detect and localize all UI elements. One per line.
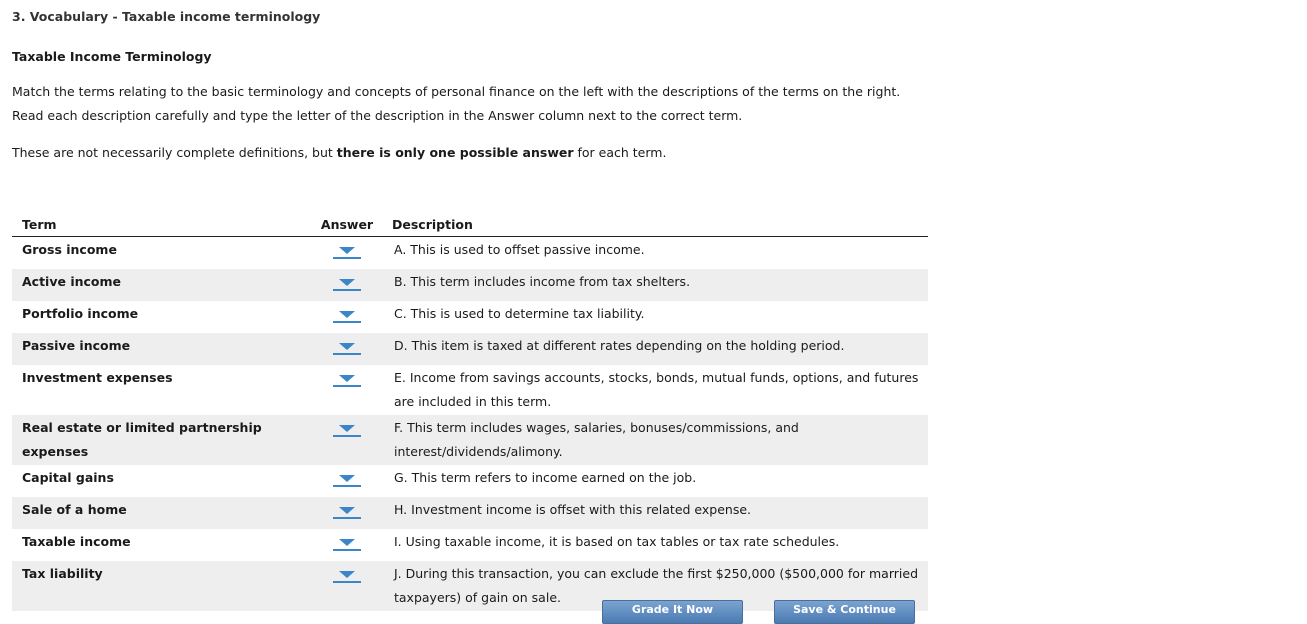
answer-dropdown[interactable]: [332, 566, 362, 584]
term-column-header: Term: [12, 212, 312, 237]
description-cell: I. Using taxable income, it is based on tax tables or tax rate schedules.: [394, 534, 840, 549]
chevron-down-icon: [339, 343, 355, 350]
term-cell: Real estate or limited partnership expenses: [12, 415, 312, 465]
table-row: [12, 415, 928, 465]
answer-dropdown[interactable]: [332, 274, 362, 292]
answer-dropdown[interactable]: [332, 502, 362, 520]
term-cell: Taxable income: [22, 534, 131, 549]
answer-column-header: Answer: [312, 212, 382, 237]
description-cell: E. Income from savings accounts, stocks, bonds, mutual funds, options, and futures are included in this term.: [394, 370, 919, 409]
answer-cell: [312, 333, 382, 365]
answer-dropdown[interactable]: [332, 470, 362, 488]
note-prefix: These are not necessarily complete definitions, but: [12, 145, 337, 160]
chevron-down-icon: [339, 279, 355, 286]
dropdown-underline: [333, 321, 361, 323]
answer-cell: [312, 269, 382, 301]
answer-dropdown[interactable]: [332, 370, 362, 388]
chevron-down-icon: [339, 247, 355, 254]
dropdown-underline: [333, 257, 361, 259]
answer-cell: [312, 415, 382, 465]
matching-table: [12, 212, 928, 611]
answer-dropdown[interactable]: [332, 534, 362, 552]
description-cell: G. This term refers to income earned on the job.: [394, 470, 697, 485]
answer-cell: [312, 365, 382, 415]
section-title: Taxable Income Terminology: [12, 49, 212, 64]
description-cell: D. This item is taxed at different rates depending on the holding period.: [382, 333, 928, 365]
chevron-down-icon: [339, 539, 355, 546]
term-cell: Tax liability: [12, 561, 312, 611]
answer-cell: [312, 301, 382, 333]
save-and-continue-button[interactable]: Save & Continue: [774, 600, 915, 624]
term-cell: Gross income: [22, 242, 117, 257]
description-cell: B. This term includes income from tax shelters.: [382, 269, 928, 301]
description-cell: C. This is used to determine tax liability.: [394, 306, 645, 321]
grade-it-now-button[interactable]: Grade It Now: [602, 600, 743, 624]
dropdown-underline: [333, 289, 361, 291]
description-cell: H. Investment income is offset with this related expense.: [382, 497, 928, 529]
dropdown-underline: [333, 581, 361, 583]
dropdown-underline: [333, 517, 361, 519]
answer-dropdown[interactable]: [332, 420, 362, 438]
chevron-down-icon: [339, 311, 355, 318]
description-cell: F. This term includes wages, salaries, bonuses/commissions, and interest/dividends/alimony.: [382, 415, 928, 465]
description-cell: J. During this transaction, you can exclude the first $250,000 ($500,000 for married taxpayers) of gain on sale.: [382, 561, 928, 611]
table-row: [12, 333, 928, 365]
term-cell: Portfolio income: [22, 306, 139, 321]
answer-dropdown[interactable]: [332, 338, 362, 356]
note-bold: there is only one possible answer: [336, 145, 574, 160]
term-cell: Passive income: [12, 333, 312, 365]
term-cell: Investment expenses: [22, 370, 173, 385]
term-cell: Capital gains: [22, 470, 114, 485]
chevron-down-icon: [339, 571, 355, 578]
table-row: [12, 465, 928, 497]
answer-cell: [312, 529, 382, 561]
answer-cell: [312, 497, 382, 529]
answer-cell: [312, 465, 382, 497]
note-text: [12, 141, 666, 165]
chevron-down-icon: [339, 425, 355, 432]
dropdown-underline: [333, 485, 361, 487]
answer-dropdown[interactable]: [332, 306, 362, 324]
table-row: [12, 301, 928, 333]
question-title: 3. Vocabulary - Taxable income terminology: [12, 9, 321, 24]
answer-cell: [312, 237, 382, 270]
table-row: [12, 365, 928, 415]
term-cell: Sale of a home: [12, 497, 312, 529]
chevron-down-icon: [339, 375, 355, 382]
dropdown-underline: [333, 435, 361, 437]
chevron-down-icon: [339, 507, 355, 514]
answer-dropdown[interactable]: [332, 242, 362, 260]
table-row: [12, 497, 928, 529]
note-suffix: for each term.: [573, 145, 667, 160]
table-row: [12, 529, 928, 561]
term-cell: Active income: [12, 269, 312, 301]
chevron-down-icon: [339, 475, 355, 482]
table-row: [12, 269, 928, 301]
dropdown-underline: [333, 549, 361, 551]
description-cell: A. This is used to offset passive income.: [394, 242, 645, 257]
answer-cell: [312, 561, 382, 611]
instructions-text: Match the terms relating to the basic terminology and concepts of personal finance on the left with the descriptions of the terms on the right. Read each description carefully and type the letter of the description in the Answer column next to the correct term.: [12, 84, 901, 123]
dropdown-underline: [333, 353, 361, 355]
table-header-row: [12, 212, 928, 237]
dropdown-underline: [333, 385, 361, 387]
table-row: [12, 237, 928, 270]
description-column-header: Description: [382, 212, 928, 237]
